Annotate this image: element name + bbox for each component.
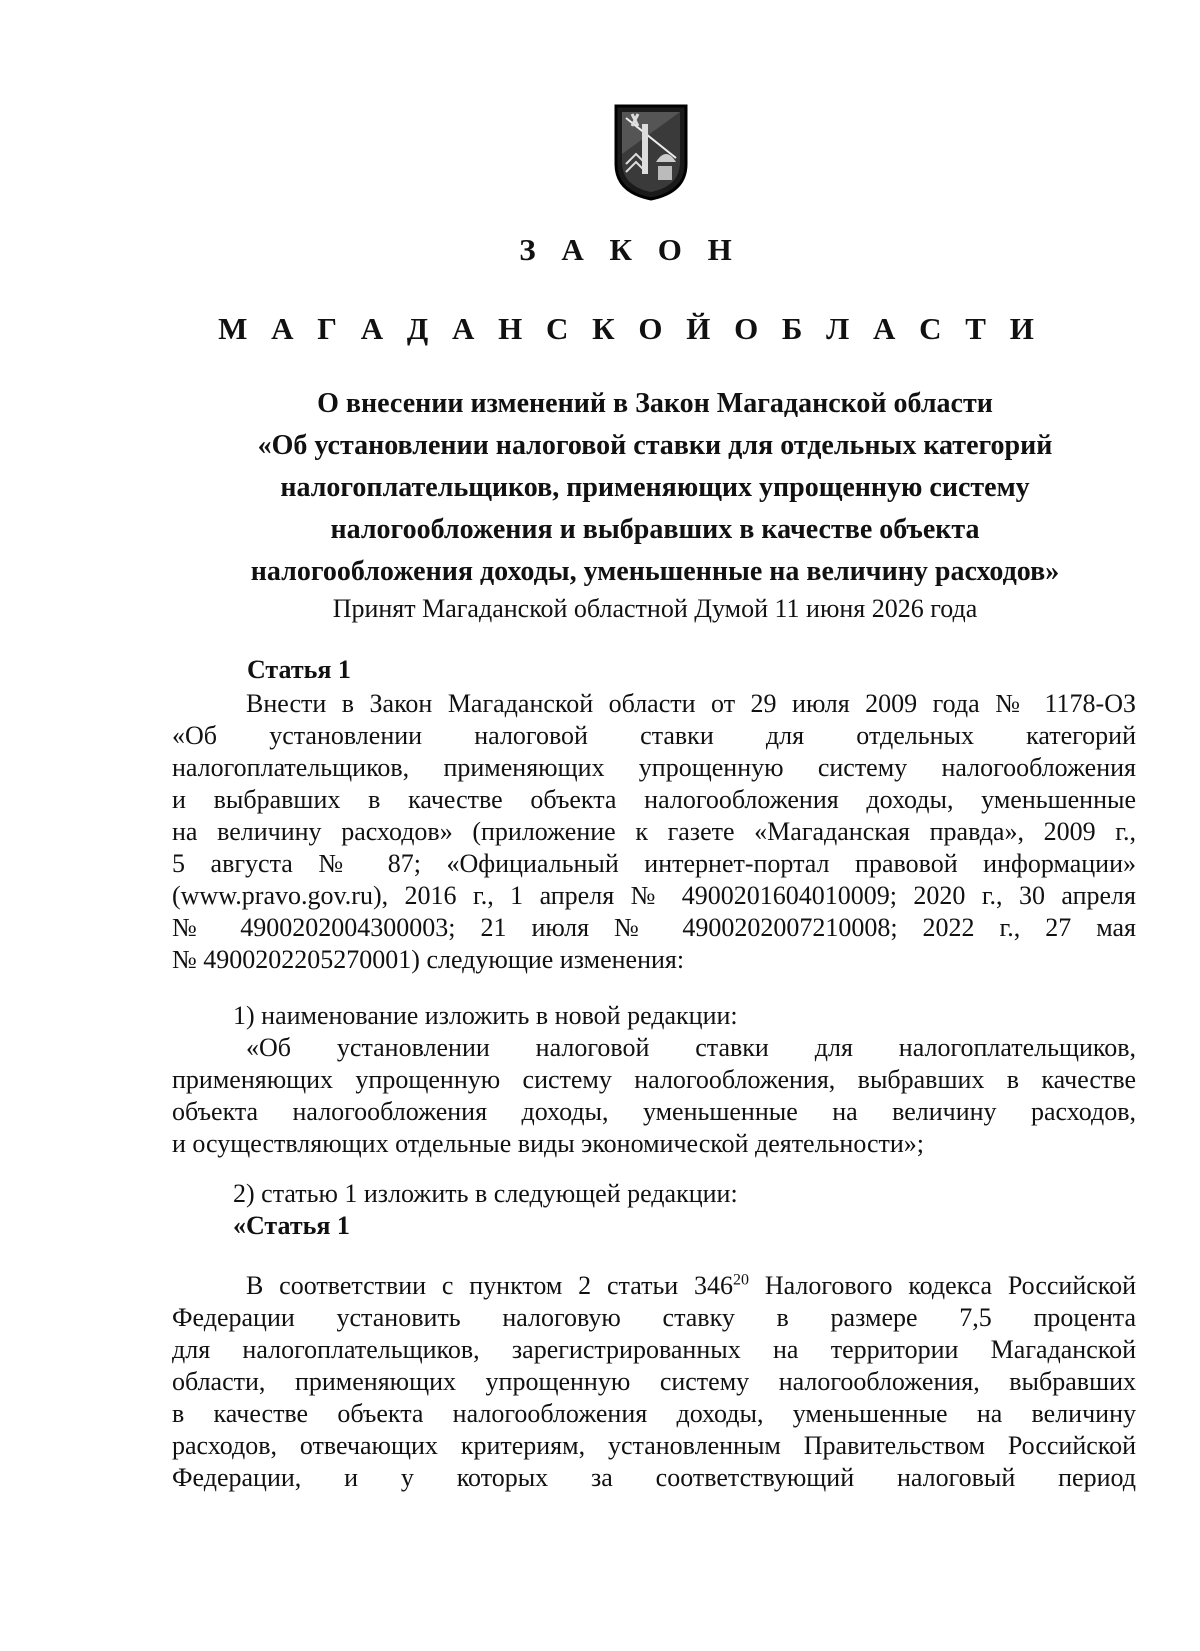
paragraph-line: налогоплательщиков, применяющих упрощенную систему налогообложения [172, 753, 1136, 782]
paragraph-line: для налогоплательщиков, зарегистрированных на территории Магаданской [172, 1335, 1136, 1364]
paragraph-line: Федерации установить налоговую ставку в размере 7,5 процента [172, 1303, 1136, 1332]
heading-line: О внесении изменений в Закон Магаданской области [317, 388, 993, 419]
item-line: применяющих упрощенную систему налогообложения, выбравших в качестве [172, 1065, 1136, 1094]
heading-line: налогообложения и выбравших в качестве объекта [330, 514, 980, 545]
new-article-1-paragraph [172, 1270, 1136, 1494]
paragraph-line: в качестве объекта налогообложения доходы, уменьшенные на величину [172, 1399, 1136, 1428]
item-line: 1) наименование изложить в новой редакции: [233, 1001, 738, 1030]
text-fragment: В соответствии с пунктом 2 статьи 346 [246, 1271, 734, 1300]
adoption-note: Принят Магаданской областной Думой 11 июня 2026 года [332, 594, 978, 623]
paragraph-line: и выбравших в качестве объекта налогообложения доходы, уменьшенные [172, 785, 1136, 814]
magadan-coat-of-arms-icon [612, 102, 690, 202]
heading-line: налогоплательщиков, применяющих упрощенную систему [280, 472, 1030, 503]
superscript: 20 [733, 1271, 750, 1289]
paragraph-line: области, применяющих упрощенную систему налогообложения, выбравших [172, 1367, 1136, 1396]
paragraph-line: расходов, отвечающих критериям, установленным Правительством Российской [172, 1431, 1136, 1460]
heading-line: налогообложения доходы, уменьшенные на величину расходов» [250, 556, 1060, 587]
law-region-title: М А Г А Д А Н С К О Й О Б Л А С Т И [218, 311, 1042, 346]
heading-line: «Об установлении налоговой ставки для отдельных категорий [257, 430, 1053, 461]
article-1-title: Статья 1 [247, 655, 351, 684]
item-line: и осуществляющих отдельные виды экономической деятельности»; [172, 1129, 925, 1158]
item-1 [172, 1000, 1136, 1160]
text-fragment: Налогового кодекса Российской [749, 1271, 1137, 1300]
paragraph-line: на величину расходов» (приложение к газете «Магаданская правда», 2009 г., [172, 817, 1136, 846]
paragraph-line: № 4900202004300003; 21 июля № 4900202007210008; 2022 г., 27 мая [172, 913, 1136, 942]
law-heading [170, 383, 1140, 593]
paragraph-line: «Об установлении налоговой ставки для отдельных категорий [172, 721, 1136, 750]
paragraph-line: Внести в Закон Магаданской области от 29 июля 2009 года № 1178-ОЗ [246, 689, 1136, 718]
paragraph-line: Федерации, и у которых за соответствующий налоговый период [172, 1463, 1136, 1492]
paragraph-line: № 4900202205270001) следующие изменения: [172, 945, 685, 974]
paragraph-line: (www.pravo.gov.ru), 2016 г., 1 апреля № 4900201604010009; 2020 г., 30 апреля [172, 881, 1136, 910]
item-2 [172, 1178, 1136, 1242]
quoted-article-title: «Статья 1 [233, 1211, 350, 1240]
article-1-paragraph [172, 688, 1136, 976]
law-title: З А К О Н [519, 232, 741, 267]
item-line: «Об установлении налоговой ставки для налогоплательщиков, [246, 1033, 1136, 1062]
item-line: 2) статью 1 изложить в следующей редакции: [233, 1179, 738, 1208]
paragraph-line [172, 1270, 1136, 1302]
paragraph-line: 5 августа № 87; «Официальный интернет-портал правовой информации» [172, 849, 1136, 878]
item-line: объекта налогообложения доходы, уменьшенные на величину расходов, [172, 1097, 1136, 1126]
